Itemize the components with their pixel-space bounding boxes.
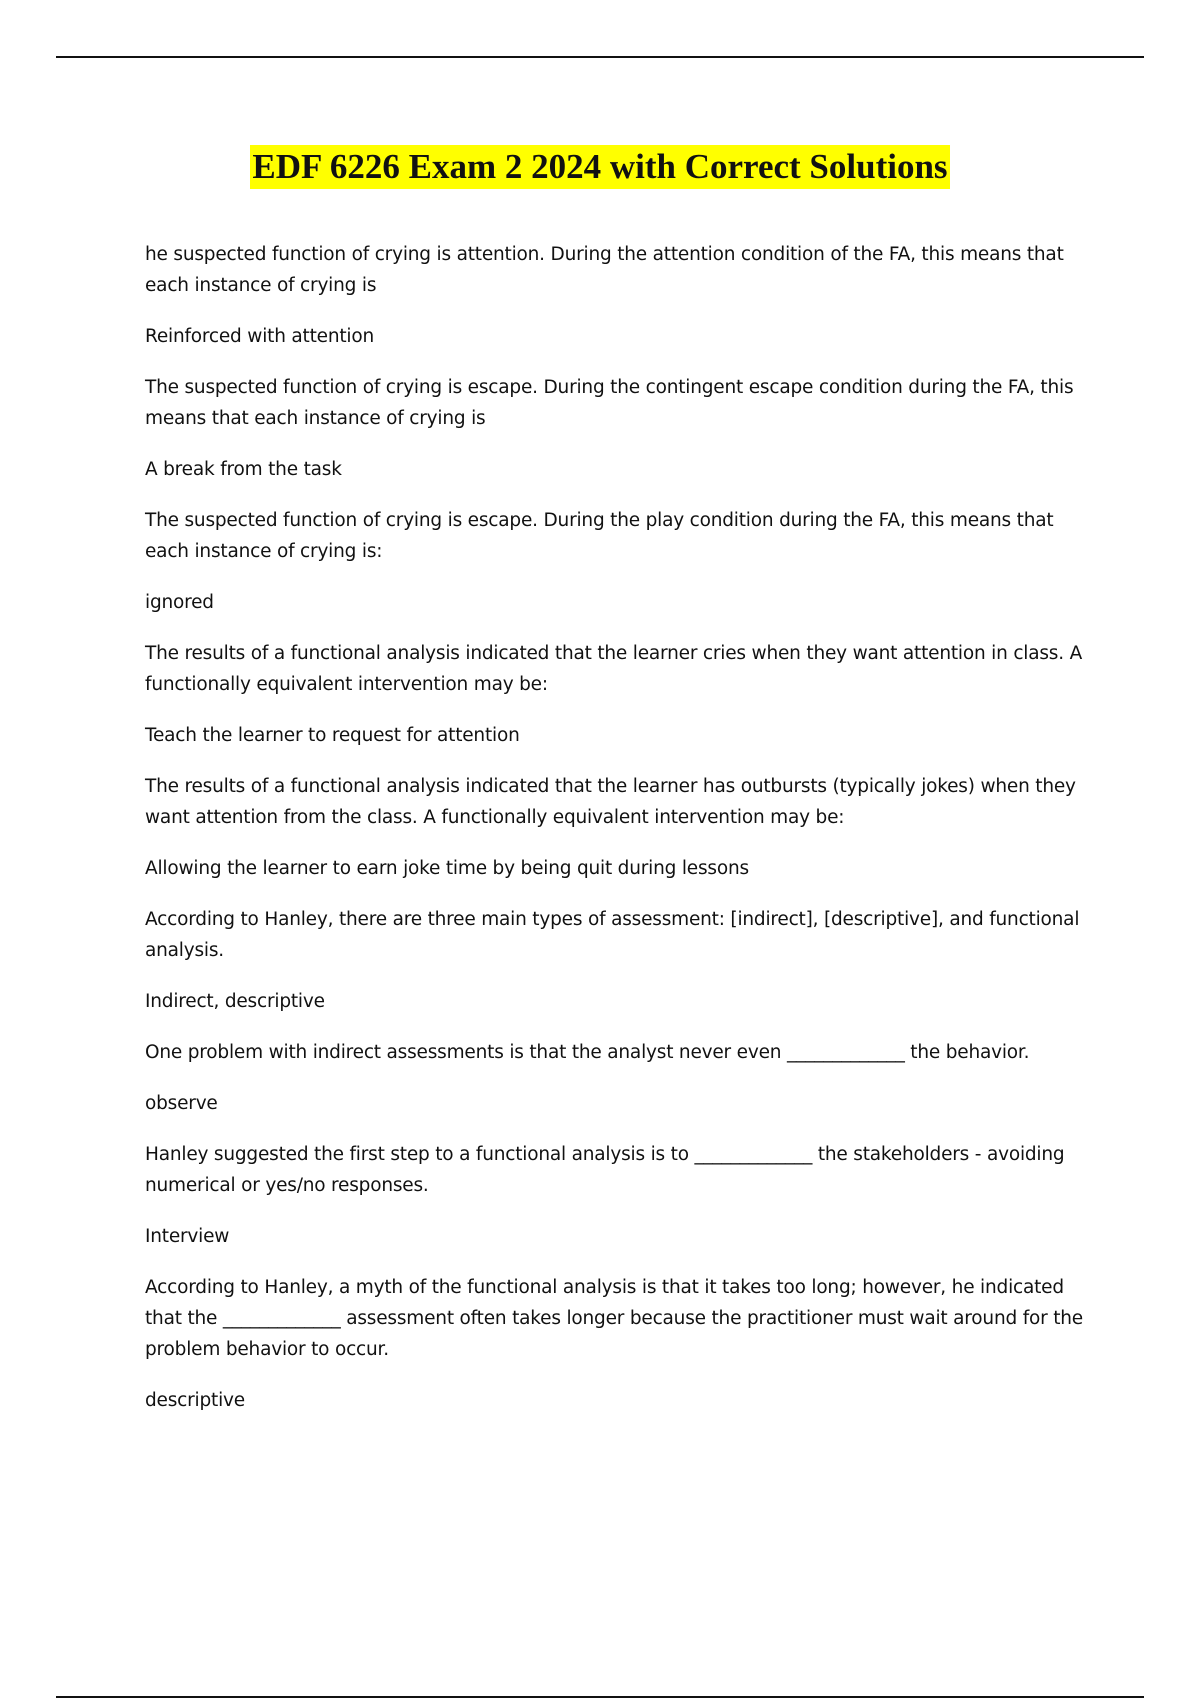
question-text: According to Hanley, there are three main types of assessment: [indirect], [descriptive], and functional analysis.: [145, 909, 1080, 961]
answer-text: Teach the learner to request for attention: [145, 725, 520, 746]
answer-text: Interview: [145, 1226, 230, 1247]
answer-text: ignored: [145, 592, 214, 613]
question-text: Hanley suggested the first step to a functional analysis is to _____________ the stakeholders - avoiding numerical or yes/no responses.: [145, 1144, 1065, 1196]
header-rule: [56, 56, 1144, 58]
question-text: The results of a functional analysis indicated that the learner has outbursts (typically jokes) when they want attention from the class. A functionally equivalent intervention may be:: [145, 776, 1076, 828]
question-text: The suspected function of crying is escape. During the contingent escape condition during the FA, this means that each instance of crying is: [145, 377, 1074, 429]
title-container: [0, 145, 1200, 189]
question-text: According to Hanley, a myth of the functional analysis is that it takes too long; however, he indicated that the _____________ assessment often takes longer because the practitioner must wait around for the problem behavior to occur.: [145, 1277, 1083, 1360]
answer-text: observe: [145, 1093, 218, 1114]
document-body: [145, 239, 1095, 1436]
footer-rule: [56, 1696, 1144, 1698]
question-text: The results of a functional analysis indicated that the learner cries when they want attention in class. A functionally equivalent intervention may be:: [145, 643, 1083, 695]
answer-text: descriptive: [145, 1390, 245, 1411]
question-text: he suspected function of crying is attention. During the attention condition of the FA, this means that each instance of crying is: [145, 244, 1064, 296]
answer-text: Allowing the learner to earn joke time by being quit during lessons: [145, 858, 749, 879]
answer-text: Indirect, descriptive: [145, 991, 325, 1012]
answer-text: Reinforced with attention: [145, 326, 374, 347]
question-text: The suspected function of crying is escape. During the play condition during the FA, this means that each instance of crying is:: [145, 510, 1054, 562]
answer-text: A break from the task: [145, 459, 342, 480]
document-title: EDF 6226 Exam 2 2024 with Correct Solutions: [250, 145, 949, 189]
question-text: One problem with indirect assessments is that the analyst never even _____________ the behavior.: [145, 1042, 1030, 1063]
